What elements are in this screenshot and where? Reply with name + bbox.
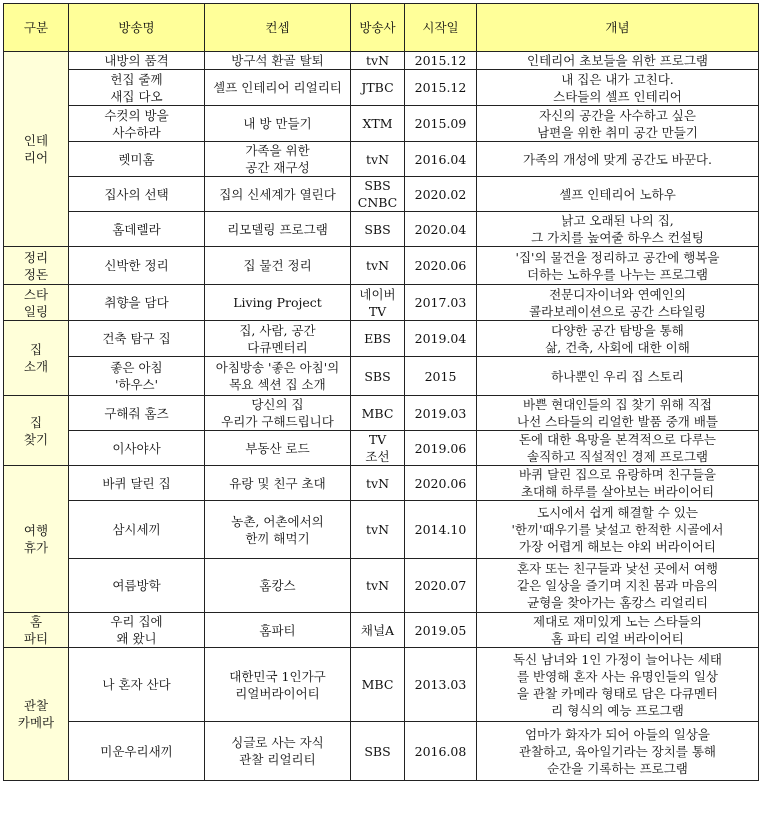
table-row xyxy=(4,142,759,177)
broadcaster-cell: XTM xyxy=(351,106,405,142)
broadcaster-cell: 채널A xyxy=(351,613,405,648)
program-name-cell: 좋은 아침 '하우스' xyxy=(69,357,205,396)
start-date-cell: 2019.05 xyxy=(405,613,477,648)
program-name-cell: 나 혼자 산다 xyxy=(69,648,205,722)
category-cell: 스타 일링 xyxy=(4,285,69,321)
concept-cell: 가족을 위한 공간 재구성 xyxy=(205,142,351,177)
broadcaster-cell: SBS xyxy=(351,722,405,781)
description-cell: 자신의 공간을 사수하고 싶은 남편을 위한 취미 공간 만들기 xyxy=(477,106,759,142)
broadcaster-cell: SBS xyxy=(351,357,405,396)
program-name-cell: 렛미홈 xyxy=(69,142,205,177)
category-cell: 집 소개 xyxy=(4,321,69,396)
table-row xyxy=(4,177,759,212)
program-name-cell: 헌집 줄께 새집 다오 xyxy=(69,70,205,106)
concept-cell: 당신의 집 우리가 구해드립니다 xyxy=(205,396,351,431)
header-program-name: 방송명 xyxy=(69,4,205,52)
description-cell: 낡고 오래된 나의 집, 그 가치를 높여줄 하우스 컨설팅 xyxy=(477,212,759,247)
description-cell: 내 집은 내가 고친다. 스타들의 셀프 인테리어 xyxy=(477,70,759,106)
description-cell: 인테리어 초보들을 위한 프로그램 xyxy=(477,52,759,70)
header-broadcaster: 방송사 xyxy=(351,4,405,52)
table-row xyxy=(4,396,759,431)
description-cell: 제대로 재미있게 노는 스타들의 홈 파티 리얼 버라이어티 xyxy=(477,613,759,648)
concept-cell: 셀프 인테리어 리얼리티 xyxy=(205,70,351,106)
program-name-cell: 수컷의 방을 사수하라 xyxy=(69,106,205,142)
concept-cell: 싱글로 사는 자식 관찰 리얼리티 xyxy=(205,722,351,781)
table-body xyxy=(4,52,759,781)
category-cell: 여행 휴가 xyxy=(4,466,69,613)
start-date-cell: 2019.04 xyxy=(405,321,477,357)
program-name-cell: 바퀴 달린 집 xyxy=(69,466,205,501)
broadcaster-cell: JTBC xyxy=(351,70,405,106)
start-date-cell: 2013.03 xyxy=(405,648,477,722)
broadcaster-cell: tvN xyxy=(351,466,405,501)
broadcaster-cell: 네이버 TV xyxy=(351,285,405,321)
broadcaster-cell: tvN xyxy=(351,501,405,559)
concept-cell: Living Project xyxy=(205,285,351,321)
start-date-cell: 2014.10 xyxy=(405,501,477,559)
header-start-date: 시작일 xyxy=(405,4,477,52)
broadcaster-cell: tvN xyxy=(351,247,405,285)
broadcaster-cell: SBS xyxy=(351,212,405,247)
header-concept: 컨셉 xyxy=(205,4,351,52)
program-name-cell: 삼시세끼 xyxy=(69,501,205,559)
category-cell: 집 찾기 xyxy=(4,396,69,466)
description-cell: 돈에 대한 욕망을 본격적으로 다루는 솔직하고 직설적인 경제 프로그램 xyxy=(477,431,759,466)
start-date-cell: 2019.06 xyxy=(405,431,477,466)
concept-cell: 리모델링 프로그램 xyxy=(205,212,351,247)
program-name-cell: 우리 집에 왜 왔니 xyxy=(69,613,205,648)
start-date-cell: 2019.03 xyxy=(405,396,477,431)
concept-cell: 대한민국 1인가구 리얼버라이어티 xyxy=(205,648,351,722)
concept-cell: 농촌, 어촌에서의 한끼 해먹기 xyxy=(205,501,351,559)
program-name-cell: 집사의 선택 xyxy=(69,177,205,212)
header-row xyxy=(4,4,759,52)
header-description: 개념 xyxy=(477,4,759,52)
broadcaster-cell: tvN xyxy=(351,52,405,70)
table-row xyxy=(4,321,759,357)
program-name-cell: 건축 탐구 집 xyxy=(69,321,205,357)
broadcaster-cell: tvN xyxy=(351,559,405,613)
description-cell: 바쁜 현대인들의 집 찾기 위해 직접 나선 스타들의 리얼한 발품 중개 배틀 xyxy=(477,396,759,431)
table-row xyxy=(4,52,759,70)
table-row xyxy=(4,648,759,722)
concept-cell: 방구석 환골 탈퇴 xyxy=(205,52,351,70)
table-row xyxy=(4,247,759,285)
description-cell: 전문디자이너와 연예인의 콜라보레이션으로 공간 스타일링 xyxy=(477,285,759,321)
start-date-cell: 2016.08 xyxy=(405,722,477,781)
program-name-cell: 취향을 담다 xyxy=(69,285,205,321)
broadcaster-cell: MBC xyxy=(351,396,405,431)
table-row xyxy=(4,357,759,396)
category-cell: 홈 파티 xyxy=(4,613,69,648)
concept-cell: 유랑 및 친구 초대 xyxy=(205,466,351,501)
description-cell: 혼자 또는 친구들과 낯선 곳에서 여행 같은 일상을 즐기며 지친 몸과 마음의 균형을 찾아가는 홈캉스 리얼리티 xyxy=(477,559,759,613)
description-cell: 도시에서 쉽게 해결할 수 있는 '한끼'때우기를 낯설고 한적한 시골에서 가장 어렵게 해보는 야외 버라이어티 xyxy=(477,501,759,559)
description-cell: '집'의 물건을 정리하고 공간에 행복을 더하는 노하우를 나누는 프로그램 xyxy=(477,247,759,285)
description-cell: 다양한 공간 탐방을 통해 삶, 건축, 사회에 대한 이해 xyxy=(477,321,759,357)
table-row xyxy=(4,212,759,247)
description-cell: 독신 남녀와 1인 가정이 늘어나는 세태 를 반영해 혼자 사는 유명인들의 일상 을 관찰 카메라 형태로 담은 다큐멘터 리 형식의 예능 프로그램 xyxy=(477,648,759,722)
concept-cell: 아침방송 '좋은 아침'의 목요 섹션 집 소개 xyxy=(205,357,351,396)
category-cell: 정리 정돈 xyxy=(4,247,69,285)
start-date-cell: 2020.04 xyxy=(405,212,477,247)
table-row xyxy=(4,466,759,501)
start-date-cell: 2017.03 xyxy=(405,285,477,321)
description-cell: 하나뿐인 우리 집 스토리 xyxy=(477,357,759,396)
header-category: 구분 xyxy=(4,4,69,52)
concept-cell: 집, 사람, 공간 다큐멘터리 xyxy=(205,321,351,357)
start-date-cell: 2020.06 xyxy=(405,247,477,285)
category-cell: 관찰 카메라 xyxy=(4,648,69,781)
broadcaster-cell: MBC xyxy=(351,648,405,722)
table-row xyxy=(4,431,759,466)
start-date-cell: 2015 xyxy=(405,357,477,396)
program-name-cell: 내방의 품격 xyxy=(69,52,205,70)
description-cell: 엄마가 화자가 되어 아들의 일상을 관찰하고, 육아일기라는 장치를 통해 순간을 기록하는 프로그램 xyxy=(477,722,759,781)
concept-cell: 집의 신세계가 열린다 xyxy=(205,177,351,212)
concept-cell: 집 물건 정리 xyxy=(205,247,351,285)
broadcaster-cell: TV 조선 xyxy=(351,431,405,466)
concept-cell: 홈파티 xyxy=(205,613,351,648)
table-row xyxy=(4,722,759,781)
description-cell: 바퀴 달린 집으로 유랑하며 친구들을 초대해 하루를 살아보는 버라이어티 xyxy=(477,466,759,501)
start-date-cell: 2020.06 xyxy=(405,466,477,501)
broadcaster-cell: SBS CNBC xyxy=(351,177,405,212)
concept-cell: 내 방 만들기 xyxy=(205,106,351,142)
table-row xyxy=(4,613,759,648)
table-row xyxy=(4,501,759,559)
program-name-cell: 미운우리새끼 xyxy=(69,722,205,781)
program-name-cell: 이사야사 xyxy=(69,431,205,466)
start-date-cell: 2016.04 xyxy=(405,142,477,177)
program-name-cell: 홈데렐라 xyxy=(69,212,205,247)
broadcast-program-table xyxy=(3,3,759,781)
program-name-cell: 신박한 정리 xyxy=(69,247,205,285)
concept-cell: 홈캉스 xyxy=(205,559,351,613)
description-cell: 셀프 인테리어 노하우 xyxy=(477,177,759,212)
category-cell: 인테 리어 xyxy=(4,52,69,247)
broadcaster-cell: EBS xyxy=(351,321,405,357)
start-date-cell: 2020.07 xyxy=(405,559,477,613)
start-date-cell: 2015.09 xyxy=(405,106,477,142)
table-row xyxy=(4,70,759,106)
table-row xyxy=(4,106,759,142)
program-name-cell: 구해줘 홈즈 xyxy=(69,396,205,431)
start-date-cell: 2020.02 xyxy=(405,177,477,212)
program-name-cell: 여름방학 xyxy=(69,559,205,613)
broadcaster-cell: tvN xyxy=(351,142,405,177)
start-date-cell: 2015.12 xyxy=(405,52,477,70)
table-row xyxy=(4,559,759,613)
description-cell: 가족의 개성에 맞게 공간도 바꾼다. xyxy=(477,142,759,177)
concept-cell: 부동산 로드 xyxy=(205,431,351,466)
table-row xyxy=(4,285,759,321)
start-date-cell: 2015.12 xyxy=(405,70,477,106)
